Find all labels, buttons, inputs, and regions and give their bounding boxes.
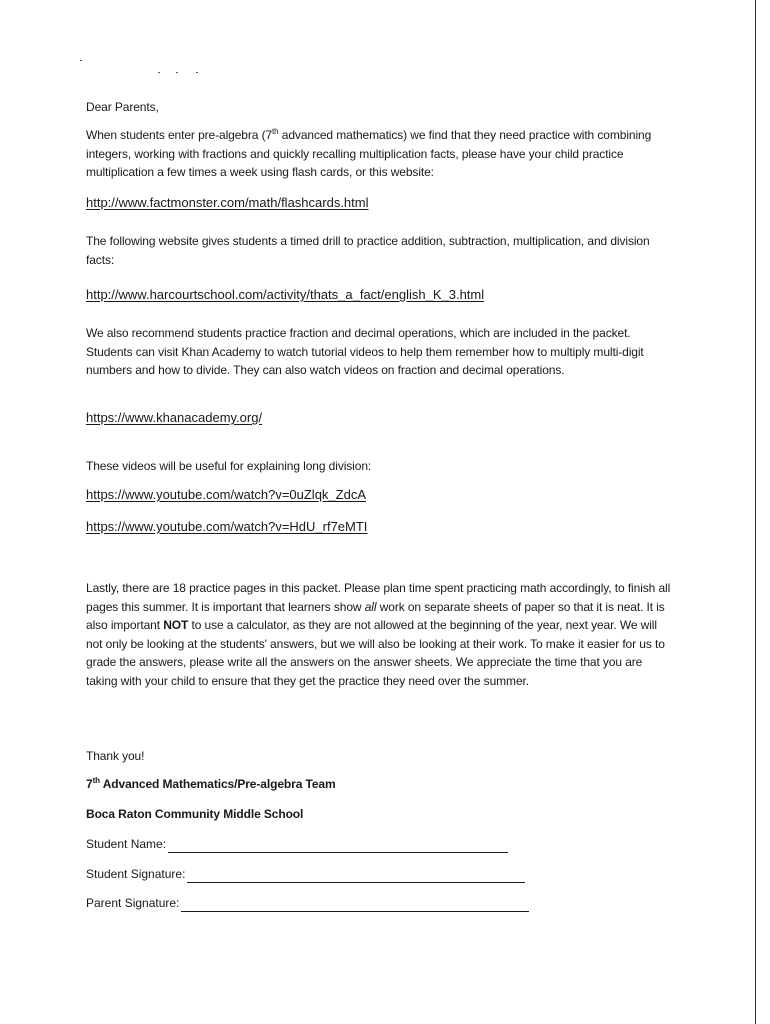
- parent-signature-field[interactable]: [86, 894, 529, 912]
- scan-speck: [158, 72, 160, 73]
- student-name-field[interactable]: [86, 835, 508, 853]
- student-name-line[interactable]: [168, 838, 508, 853]
- school-name: Boca Raton Community Middle School: [86, 807, 304, 821]
- paragraph-practice-pages: Lastly, there are 18 practice pages in this packet. Please plan time spent practicing math accordingly, to finish all pages this summer. It is important that learners show all work on separate sheets of paper so that it is neat. It is also important NOT to use a calculator, as they are not allowed at the beginning of the year, next year. We will not only be looking at the students' answers, but we will also be looking at their work. To make it easier for us to grade the answers, please write all the answers on the answer sheets. We appreciate the time that you are taking with your child to ensure that they get the practice they need over the summer.: [86, 581, 671, 688]
- parent-signature-line[interactable]: [181, 897, 529, 912]
- link-youtube-2[interactable]: https://www.youtube.com/watch?v=HdU_rf7eMTI: [86, 519, 368, 534]
- student-signature-label: Student Signature:: [86, 867, 186, 881]
- link-youtube-1[interactable]: https://www.youtube.com/watch?v=0uZlqk_ZdcA: [86, 487, 366, 502]
- paragraph-videos: These videos will be useful for explaining long division:: [86, 459, 372, 473]
- scan-speck: [176, 72, 178, 73]
- scan-speck: [196, 72, 198, 73]
- student-name-label: Student Name:: [86, 837, 167, 851]
- student-signature-line[interactable]: [187, 868, 525, 883]
- student-signature-field[interactable]: [86, 865, 525, 883]
- link-harcourtschool[interactable]: http://www.harcourtschool.com/activity/thats_a_fact/english_K_3.html: [86, 287, 485, 302]
- greeting: Dear Parents,: [86, 100, 159, 114]
- closing-thanks: Thank you!: [86, 749, 145, 763]
- scan-speck: [80, 60, 82, 61]
- paragraph-khan-academy: We also recommend students practice fraction and decimal operations, which are included in the packet. Students can visit Khan Academy to watch tutorial videos to help them remember how to multiply multi-digit numbers and how to divide. They can also watch videos on fraction and decimal operations.: [86, 326, 644, 377]
- parent-signature-label: Parent Signature:: [86, 896, 180, 910]
- team-name: 7th Advanced Mathematics/Pre-algebra Team: [86, 776, 336, 791]
- link-factmonster[interactable]: http://www.factmonster.com/math/flashcards.html: [86, 195, 369, 210]
- scan-edge-line: [755, 0, 756, 1024]
- paragraph-intro: When students enter pre-algebra (7th advanced mathematics) we find that they need practice with combining integers, working with fractions and quickly recalling multiplication facts, please have your child practice multiplication a few times a week using flash cards, or this website:: [86, 127, 652, 179]
- link-khanacademy[interactable]: https://www.khanacademy.org/: [86, 410, 263, 425]
- paragraph-timed-drill: The following website gives students a timed drill to practice addition, subtraction, multiplication, and division facts:: [86, 234, 650, 267]
